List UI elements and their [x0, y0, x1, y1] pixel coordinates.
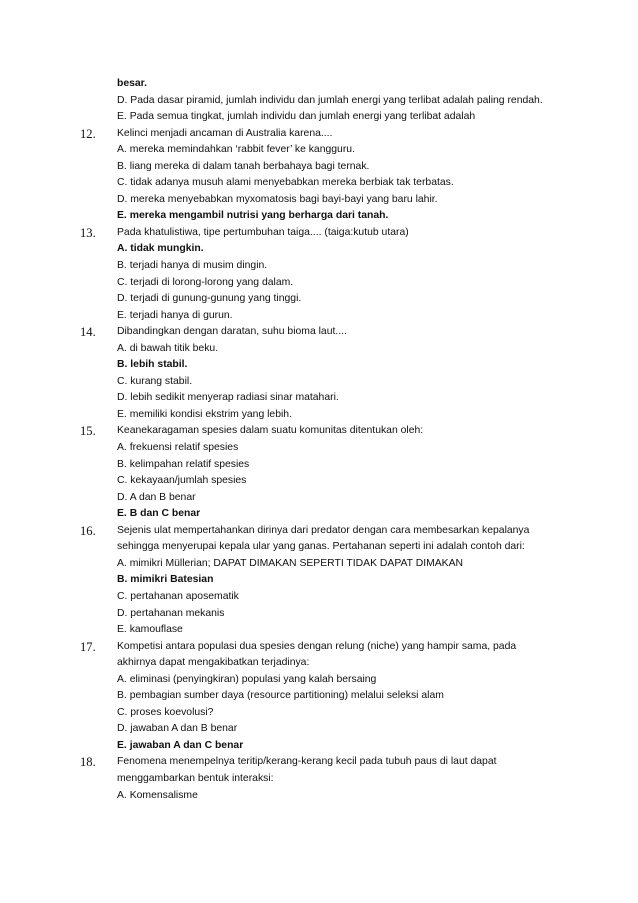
- line-text: C. kurang stabil.: [117, 375, 193, 387]
- question-number: 14.: [80, 325, 96, 340]
- text-line: [80, 490, 580, 507]
- line-text: D. pertahanan mekanis: [117, 607, 225, 619]
- line-text: A. eliminasi (penyingkiran) populasi yang kalah bersaing: [117, 673, 377, 685]
- line-text: D. terjadi di gunung-gunung yang tinggi.: [117, 293, 302, 305]
- text-line: [80, 357, 580, 374]
- text-line: [80, 258, 580, 275]
- text-line: [80, 457, 580, 474]
- text-line: [80, 142, 580, 159]
- line-text: C. terjadi di lorong-lorong yang dalam.: [117, 276, 294, 288]
- question-line: [80, 225, 580, 242]
- text-line: [80, 771, 580, 788]
- text-line: [80, 672, 580, 689]
- question-line: [80, 523, 580, 540]
- line-text: E. mereka mengambil nutrisi yang berharga dari tanah.: [117, 210, 389, 222]
- line-text: A. mereka memindahkan ‘rabbit fever’ ke kangguru.: [117, 144, 355, 156]
- question-number: 13.: [80, 225, 96, 240]
- question-line: [80, 754, 580, 771]
- line-text: C. proses koevolusi?: [117, 706, 214, 718]
- question-list: [80, 76, 580, 804]
- text-line: [80, 606, 580, 623]
- line-text: Dibandingkan dengan daratan, suhu bioma laut....: [117, 326, 347, 338]
- text-line: [80, 655, 580, 672]
- text-line: [80, 473, 580, 490]
- question-number: 17.: [80, 639, 96, 654]
- question-number: 12.: [80, 126, 96, 141]
- line-text: A. mimikri Müllerian; DAPAT DIMAKAN SEPERTI TIDAK DAPAT DIMAKAN: [117, 557, 464, 569]
- line-text: Kompetisi antara populasi dua spesies dengan relung (niche) yang hampir sama, pada: [117, 640, 517, 652]
- line-text: B. mimikri Batesian: [117, 574, 214, 586]
- line-text: A. Komensalisme: [117, 789, 198, 801]
- line-text: B. terjadi hanya di musim dingin.: [117, 260, 268, 272]
- line-text: B. kelimpahan relatif spesies: [117, 458, 250, 470]
- line-text: B. lebih stabil.: [117, 359, 188, 371]
- line-text: Sejenis ulat mempertahankan dirinya dari predator dengan cara membesarkan kepalanya: [117, 524, 530, 536]
- question-line: [80, 423, 580, 440]
- text-line: [80, 241, 580, 258]
- text-line: [80, 275, 580, 292]
- line-text: E. jawaban A dan C benar: [117, 739, 244, 751]
- question-line: [80, 639, 580, 656]
- text-line: [80, 390, 580, 407]
- line-text: B. pembagian sumber daya (resource partitioning) melalui seleksi alam: [117, 690, 444, 702]
- line-text: besar.: [117, 78, 148, 89]
- text-line: [80, 622, 580, 639]
- text-line: [80, 440, 580, 457]
- line-text: A. di bawah titik beku.: [117, 342, 219, 354]
- text-line: [80, 407, 580, 424]
- line-text: D. jawaban A dan B benar: [117, 723, 238, 735]
- line-text: D. A dan B benar: [117, 491, 196, 503]
- line-text: A. tidak mungkin.: [117, 243, 204, 255]
- text-line: [80, 539, 580, 556]
- line-text: A. frekuensi relatif spesies: [117, 442, 239, 454]
- text-line: [80, 688, 580, 705]
- line-text: D. Pada dasar piramid, jumlah individu dan jumlah energi yang terlibat adalah paling rendah.: [117, 94, 543, 106]
- text-line: [80, 589, 580, 606]
- line-text: Keanekaragaman spesies dalam suatu komunitas ditentukan oleh:: [117, 425, 424, 437]
- text-line: [80, 109, 580, 126]
- text-line: [80, 374, 580, 391]
- text-line: [80, 175, 580, 192]
- question-number: 15.: [80, 424, 96, 439]
- text-line: [80, 738, 580, 755]
- text-line: [80, 506, 580, 523]
- line-text: C. pertahanan aposematik: [117, 590, 239, 602]
- question-line: [80, 324, 580, 341]
- line-text: E. kamouflase: [117, 624, 183, 636]
- text-line: [80, 788, 580, 805]
- text-line: [80, 76, 580, 93]
- line-text: E. memiliki kondisi ekstrim yang lebih.: [117, 408, 292, 420]
- line-text: Pada khatulistiwa, tipe pertumbuhan taiga.... (taiga:kutub utara): [117, 226, 409, 238]
- line-text: D. lebih sedikit menyerap radiasi sinar matahari.: [117, 392, 339, 404]
- text-line: [80, 93, 580, 110]
- text-line: [80, 308, 580, 325]
- line-text: Kelinci menjadi ancaman di Australia karena....: [117, 127, 333, 139]
- question-line: [80, 126, 580, 143]
- text-line: [80, 208, 580, 225]
- line-text: E. Pada semua tingkat, jumlah individu dan jumlah energi yang terlibat adalah: [117, 111, 476, 123]
- line-text: C. tidak adanya musuh alami menyebabkan mereka berbiak tak terbatas.: [117, 177, 454, 189]
- line-text: akhirnya dapat mengakibatkan terjadinya:: [117, 657, 310, 669]
- text-line: [80, 572, 580, 589]
- line-text: D. mereka menyebabkan myxomatosis bagi bayi-bayi yang baru lahir.: [117, 193, 438, 205]
- text-line: [80, 721, 580, 738]
- line-text: E. terjadi hanya di gurun.: [117, 309, 233, 321]
- line-text: menggambarkan bentuk interaksi:: [117, 772, 274, 784]
- question-number: 18.: [80, 755, 96, 770]
- text-line: [80, 291, 580, 308]
- text-line: [80, 705, 580, 722]
- text-line: [80, 192, 580, 209]
- line-text: B. liang mereka di dalam tanah berbahaya bagi ternak.: [117, 160, 370, 172]
- text-line: [80, 159, 580, 176]
- line-text: Fenomena menempelnya teritip/kerang-kerang kecil pada tubuh paus di laut dapat: [117, 756, 497, 768]
- text-line: [80, 556, 580, 573]
- line-text: C. kekayaan/jumlah spesies: [117, 475, 247, 487]
- text-line: [80, 341, 580, 358]
- line-text: E. B dan C benar: [117, 508, 201, 520]
- question-number: 16.: [80, 523, 96, 538]
- line-text: sehingga menyerupai kepala ular yang ganas. Pertahanan seperti ini adalah contoh dari:: [117, 541, 525, 553]
